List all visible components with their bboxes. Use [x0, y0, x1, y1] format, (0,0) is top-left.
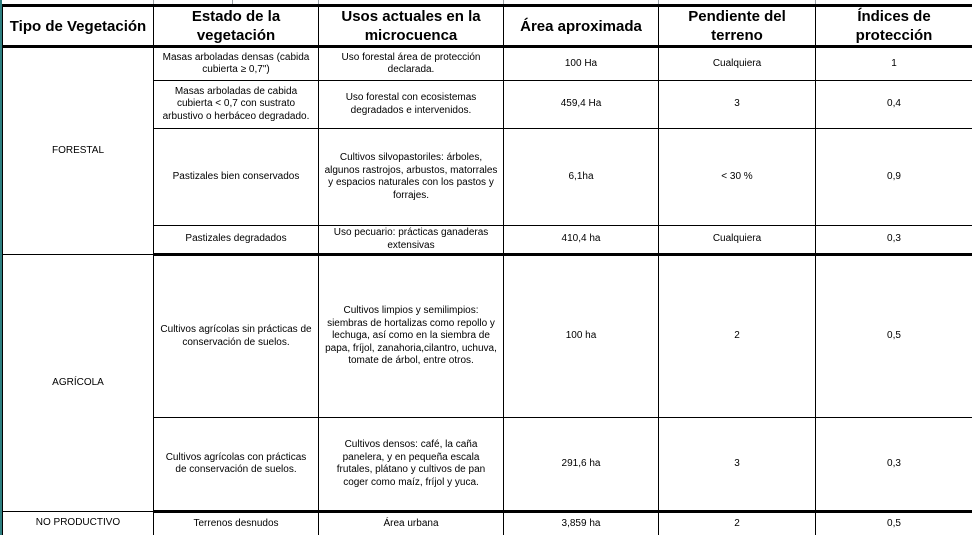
header-row — [3, 6, 972, 47]
cell-pendiente: 3 — [659, 418, 816, 512]
header-estado-vegetacion: Estado de la vegetación — [154, 6, 319, 47]
cell-usos: Uso pecuario: prácticas ganaderas extensivas — [319, 226, 504, 255]
table-row — [3, 47, 972, 81]
cell-estado: Pastizales bien conservados — [154, 129, 319, 226]
cell-usos: Cultivos densos: café, la caña panelera, y en pequeña escala frutales, plátano y cultivos de pan coger como maíz, fríjol y yuca. — [319, 418, 504, 512]
table-row — [3, 255, 972, 418]
cell-estado: Terrenos desnudos — [154, 512, 319, 535]
cell-area: 6,1ha — [504, 129, 659, 226]
table-row — [3, 512, 972, 535]
cell-pendiente: < 30 % — [659, 129, 816, 226]
cell-usos: Uso forestal área de protección declarada. — [319, 47, 504, 81]
vegetation-table — [2, 4, 972, 535]
cell-pendiente: 2 — [659, 512, 816, 535]
cell-estado: Masas arboladas densas (cabida cubierta ≥ 0,7") — [154, 47, 319, 81]
cell-indice: 0,3 — [816, 418, 972, 512]
cell-indice: 0,5 — [816, 255, 972, 418]
cell-area: 100 Ha — [504, 47, 659, 81]
cell-indice: 0,9 — [816, 129, 972, 226]
cell-indice: 0,4 — [816, 81, 972, 129]
cell-area: 459,4 Ha — [504, 81, 659, 129]
header-indices-proteccion: Índices de protección — [816, 6, 972, 47]
cell-estado: Cultivos agrícolas con prácticas de conservación de suelos. — [154, 418, 319, 512]
cell-estado: Cultivos agrícolas sin prácticas de conservación de suelos. — [154, 255, 319, 418]
header-usos-actuales: Usos actuales en la microcuenca — [319, 6, 504, 47]
cell-indice: 0,3 — [816, 226, 972, 255]
cell-pendiente: Cualquiera — [659, 47, 816, 81]
cell-usos: Uso forestal con ecosistemas degradados e intervenidos. — [319, 81, 504, 129]
cell-indice: 0,5 — [816, 512, 972, 535]
header-area-aproximada: Área aproximada — [504, 6, 659, 47]
header-pendiente-terreno: Pendiente del terreno — [659, 6, 816, 47]
cell-usos: Cultivos limpios y semilimpios: siembras de hortalizas como repollo y lechuga, así como en la siembra de papa, fríjol, zanahoria,cilantro, uchuva, tomate de árbol, entre otros. — [319, 255, 504, 418]
cell-tipo-no-productivo: NO PRODUCTIVO — [3, 512, 154, 535]
cell-usos: Cultivos silvopastoriles: árboles, algunos rastrojos, arbustos, matorrales y espacios naturales con los pastos y forrajes. — [319, 129, 504, 226]
cell-tipo-agricola: AGRÍCOLA — [3, 255, 154, 512]
header-tipo-vegetacion: Tipo de Vegetación — [3, 6, 154, 47]
cell-pendiente: 3 — [659, 81, 816, 129]
cell-area: 3,859 ha — [504, 512, 659, 535]
cell-area: 100 ha — [504, 255, 659, 418]
cell-estado: Pastizales degradados — [154, 226, 319, 255]
cell-indice: 1 — [816, 47, 972, 81]
cell-tipo-forestal: FORESTAL — [3, 47, 154, 255]
cell-pendiente: Cualquiera — [659, 226, 816, 255]
cell-usos: Área urbana — [319, 512, 504, 535]
cell-pendiente: 2 — [659, 255, 816, 418]
cell-area: 291,6 ha — [504, 418, 659, 512]
cell-estado: Masas arboladas de cabida cubierta < 0,7 con sustrato arbustivo o herbáceo degradado. — [154, 81, 319, 129]
cell-area: 410,4 ha — [504, 226, 659, 255]
